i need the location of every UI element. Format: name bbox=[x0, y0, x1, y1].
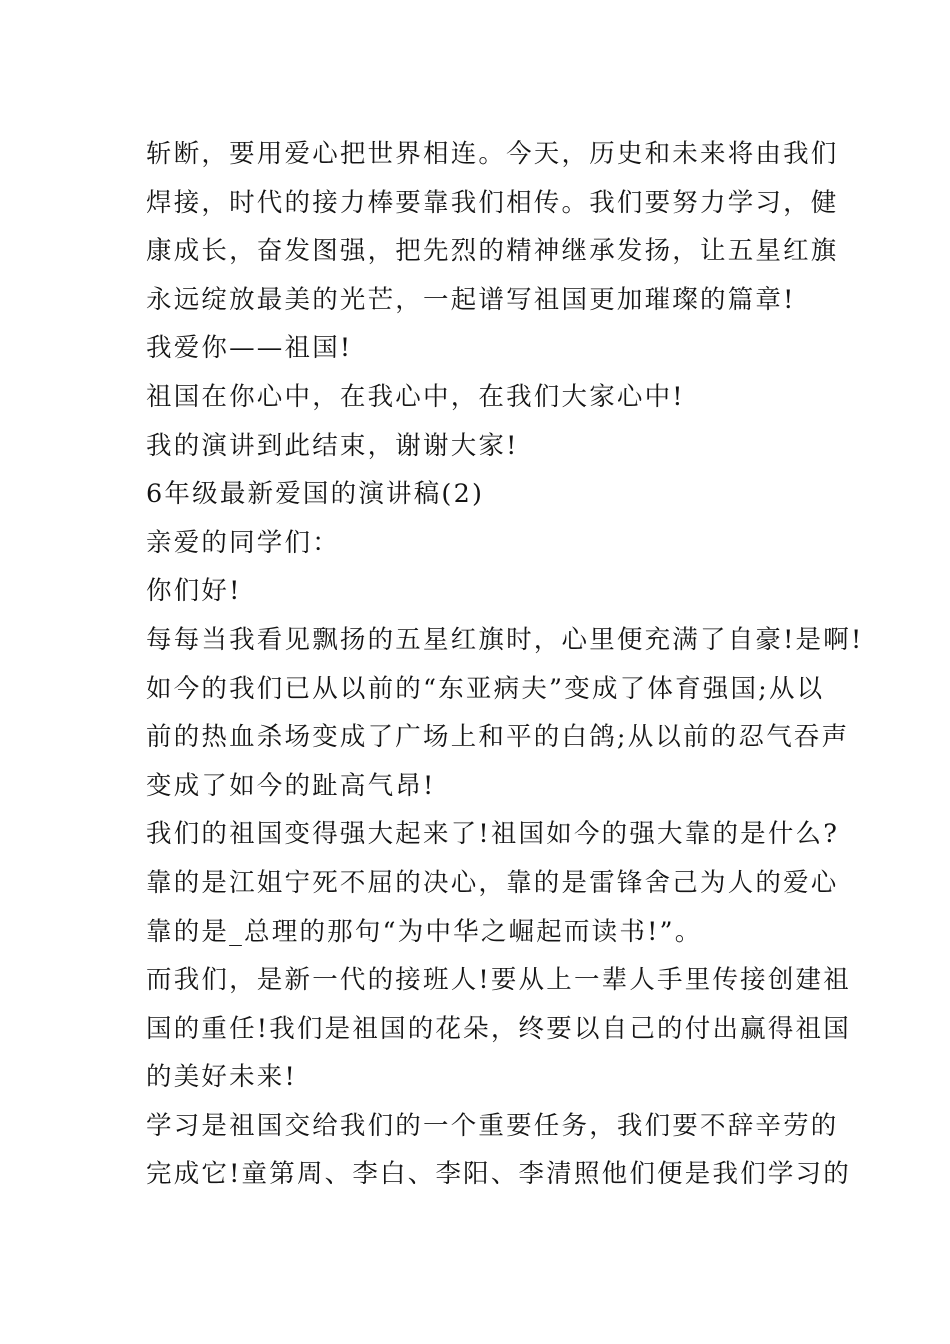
text-line: 的美好未来! bbox=[146, 1062, 297, 1093]
document-body bbox=[146, 130, 864, 1199]
text-line: 学习是祖国交给我们的一个重要任务，我们要不辞辛劳的 bbox=[146, 1110, 839, 1141]
text-line: 前的热血杀场变成了广场上和平的白鸽;从以前的忍气吞声 bbox=[146, 722, 850, 753]
text-line: 康成长，奋发图强，把先烈的精神继承发扬，让五星红旗 bbox=[146, 236, 839, 267]
text-line: 每每当我看见飘扬的五星红旗时，心里便充满了自豪!是啊! bbox=[146, 624, 864, 655]
text-line: 焊接，时代的接力棒要靠我们相传。我们要努力学习，健 bbox=[146, 187, 839, 218]
salutation: 亲爱的同学们： bbox=[146, 527, 340, 558]
text-line: 祖国在你心中，在我心中，在我们大家心中! bbox=[146, 381, 685, 412]
text-line: 斩断，要用爱心把世界相连。今天，历史和未来将由我们 bbox=[146, 139, 839, 169]
section-title: 6年级最新爱国的演讲稿(2) bbox=[146, 479, 485, 510]
greeting: 你们好! bbox=[146, 576, 242, 607]
text-line: 永远绽放最美的光芒，一起谱写祖国更加璀璨的篇章! bbox=[146, 284, 796, 315]
text-line: 我们的祖国变得强大起来了!祖国如今的强大靠的是什么? bbox=[146, 819, 840, 850]
text-line: 国的重任!我们是祖国的花朵，终要以自己的付出赢得祖国 bbox=[146, 1013, 851, 1044]
text-line: 变成了如今的趾高气昂! bbox=[146, 770, 436, 801]
text-line: 靠的是江姐宁死不屈的决心，靠的是雷锋舍己为人的爱心 bbox=[146, 867, 839, 898]
text-line: 靠的是_总理的那句“为中华之崛起而读书!”。 bbox=[146, 916, 703, 947]
text-line: 如今的我们已从以前的“东亚病夫”变成了体育强国;从以 bbox=[146, 673, 825, 704]
text-line: 我的演讲到此结束，谢谢大家! bbox=[146, 430, 519, 461]
text-line: 完成它!童第周、李白、李阳、李清照他们便是我们学习的 bbox=[146, 1159, 851, 1190]
text-line: 而我们，是新一代的接班人!要从上一辈人手里传接创建祖 bbox=[146, 965, 851, 996]
text-line: 我爱你——祖国! bbox=[146, 333, 353, 364]
